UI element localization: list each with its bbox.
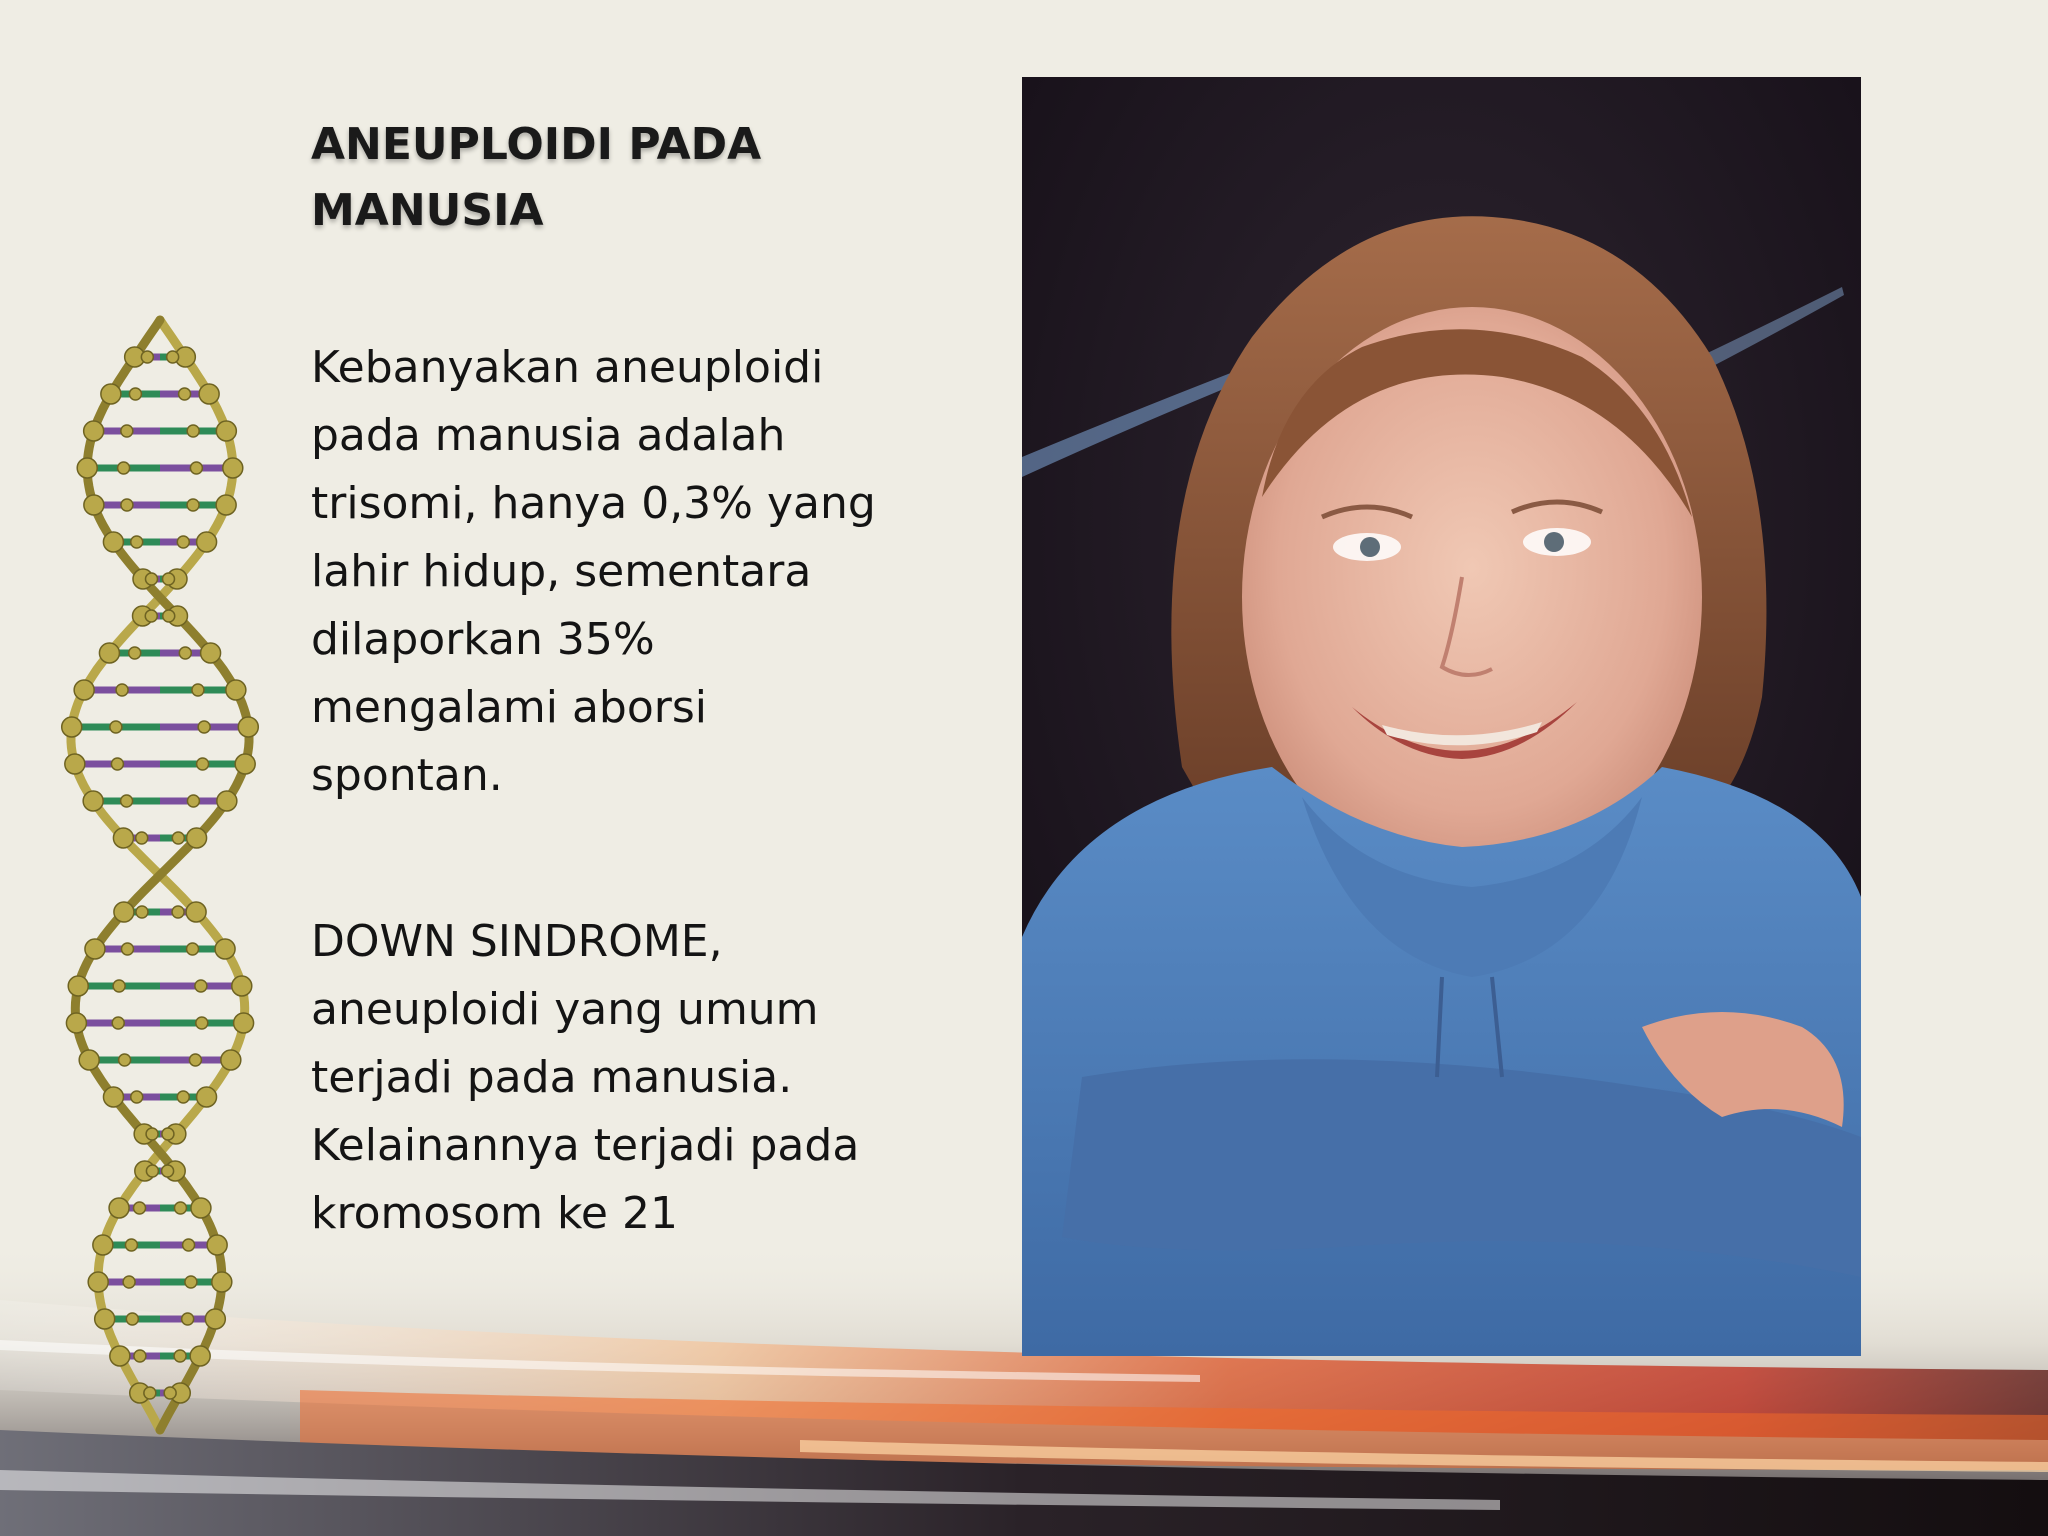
dna-bead: [141, 351, 153, 363]
text-line: mengalami aborsi: [311, 682, 708, 733]
dna-bead: [215, 939, 235, 959]
dna-bead: [85, 939, 105, 959]
dna-bead: [196, 1017, 208, 1029]
dna-bead: [221, 1050, 241, 1070]
dna-bead: [119, 1054, 131, 1066]
dna-bead: [192, 684, 204, 696]
dna-bead: [146, 1165, 158, 1177]
dna-bead: [103, 1087, 123, 1107]
dna-bead: [199, 384, 219, 404]
dna-bead: [174, 1202, 186, 1214]
text-line: aneuploidi yang umum: [311, 984, 819, 1035]
dna-bead: [205, 1309, 225, 1329]
dna-bead: [101, 384, 121, 404]
dna-bead: [62, 717, 82, 737]
dna-bead: [167, 351, 179, 363]
dna-bead: [186, 902, 206, 922]
dna-bead: [182, 1313, 194, 1325]
dna-bead: [187, 795, 199, 807]
dna-bead: [145, 573, 157, 585]
dna-bead: [111, 758, 123, 770]
dna-bead: [145, 610, 157, 622]
slide-title: [311, 112, 931, 244]
dna-bead: [177, 1091, 189, 1103]
dna-bead: [118, 462, 130, 474]
dna-bead: [187, 499, 199, 511]
dna-bead: [212, 1272, 232, 1292]
dna-bead: [65, 754, 85, 774]
dna-bead: [109, 1198, 129, 1218]
dna-bead: [183, 1239, 195, 1251]
text-line: DOWN SINDROME,: [311, 916, 723, 967]
dna-bead: [163, 610, 175, 622]
dna-bead: [134, 1202, 146, 1214]
dna-bead: [172, 832, 184, 844]
dna-bead: [88, 1272, 108, 1292]
dna-bead: [129, 647, 141, 659]
dna-bead: [162, 1165, 174, 1177]
text-line: lahir hidup, sementara: [311, 546, 812, 597]
dna-bead: [187, 425, 199, 437]
text-line: Kebanyakan aneuploidi: [311, 342, 824, 393]
dna-bead: [74, 680, 94, 700]
dna-bead: [77, 458, 97, 478]
dna-bead: [187, 828, 207, 848]
dna-bead: [185, 1276, 197, 1288]
dna-bead: [197, 1087, 217, 1107]
dna-bead: [235, 754, 255, 774]
dna-bead: [197, 758, 209, 770]
dna-bead: [66, 1013, 86, 1033]
dna-bead: [84, 421, 104, 441]
dna-bead: [207, 1235, 227, 1255]
dna-bead: [216, 421, 236, 441]
dna-bead: [177, 536, 189, 548]
text-line: dilaporkan 35%: [311, 614, 655, 665]
dna-bead: [201, 643, 221, 663]
title-line: MANUSIA: [311, 185, 544, 236]
text-line: trisomi, hanya 0,3% yang: [311, 478, 876, 529]
dna-bead: [195, 980, 207, 992]
dna-bead: [216, 495, 236, 515]
dna-bead: [144, 1387, 156, 1399]
dna-bead: [172, 906, 184, 918]
dna-bead: [223, 458, 243, 478]
dna-bead: [112, 1017, 124, 1029]
dna-bead: [189, 1054, 201, 1066]
dna-bead: [162, 1128, 174, 1140]
dna-bead: [84, 495, 104, 515]
dna-bead: [179, 647, 191, 659]
dna-bead: [79, 1050, 99, 1070]
dna-bead: [121, 943, 133, 955]
dna-bead: [126, 1313, 138, 1325]
dna-bead: [226, 680, 246, 700]
dna-bead: [121, 425, 133, 437]
dna-bead: [121, 499, 133, 511]
dna-bead: [93, 1235, 113, 1255]
dna-bead: [114, 902, 134, 922]
dna-bead: [187, 943, 199, 955]
title-line: ANEUPLOIDI PADA: [311, 119, 762, 170]
right-iris: [1544, 532, 1564, 552]
dna-helix-icon: [40, 300, 280, 1460]
dna-bead: [198, 721, 210, 733]
dna-bead: [179, 388, 191, 400]
dna-bead: [238, 717, 258, 737]
dna-bead: [131, 1091, 143, 1103]
dna-bead: [110, 721, 122, 733]
dna-bead: [95, 1309, 115, 1329]
paragraph-down-syndrome: [311, 908, 911, 1248]
dna-bead: [116, 684, 128, 696]
dna-bead: [68, 976, 88, 996]
paragraph-aneuploidy: [311, 334, 911, 810]
dna-bead: [174, 1350, 186, 1362]
dna-bead: [99, 643, 119, 663]
dna-bead: [197, 532, 217, 552]
dna-bead: [136, 832, 148, 844]
dna-bead: [234, 1013, 254, 1033]
dna-bead: [136, 906, 148, 918]
left-iris: [1360, 537, 1380, 557]
dna-bead: [134, 1350, 146, 1362]
dna-bead: [103, 532, 123, 552]
dna-bead: [110, 1346, 130, 1366]
dna-bead: [129, 388, 141, 400]
dna-bead: [123, 1276, 135, 1288]
dna-bead: [191, 1198, 211, 1218]
dna-bead: [121, 795, 133, 807]
dna-bead: [217, 791, 237, 811]
dna-bead: [83, 791, 103, 811]
dna-bead: [164, 1387, 176, 1399]
portrait-photo: [1022, 77, 1861, 1356]
dna-bead: [232, 976, 252, 996]
text-line: kromosom ke 21: [311, 1188, 678, 1239]
dna-bead: [125, 1239, 137, 1251]
text-line: pada manusia adalah: [311, 410, 786, 461]
dna-bead: [131, 536, 143, 548]
dna-bead: [190, 462, 202, 474]
dna-bead: [113, 828, 133, 848]
dna-bead: [113, 980, 125, 992]
text-line: Kelainannya terjadi pada: [311, 1120, 860, 1171]
dna-bead: [190, 1346, 210, 1366]
text-line: spontan.: [311, 750, 503, 801]
text-line: terjadi pada manusia.: [311, 1052, 793, 1103]
dna-bead: [163, 573, 175, 585]
dna-bead: [146, 1128, 158, 1140]
